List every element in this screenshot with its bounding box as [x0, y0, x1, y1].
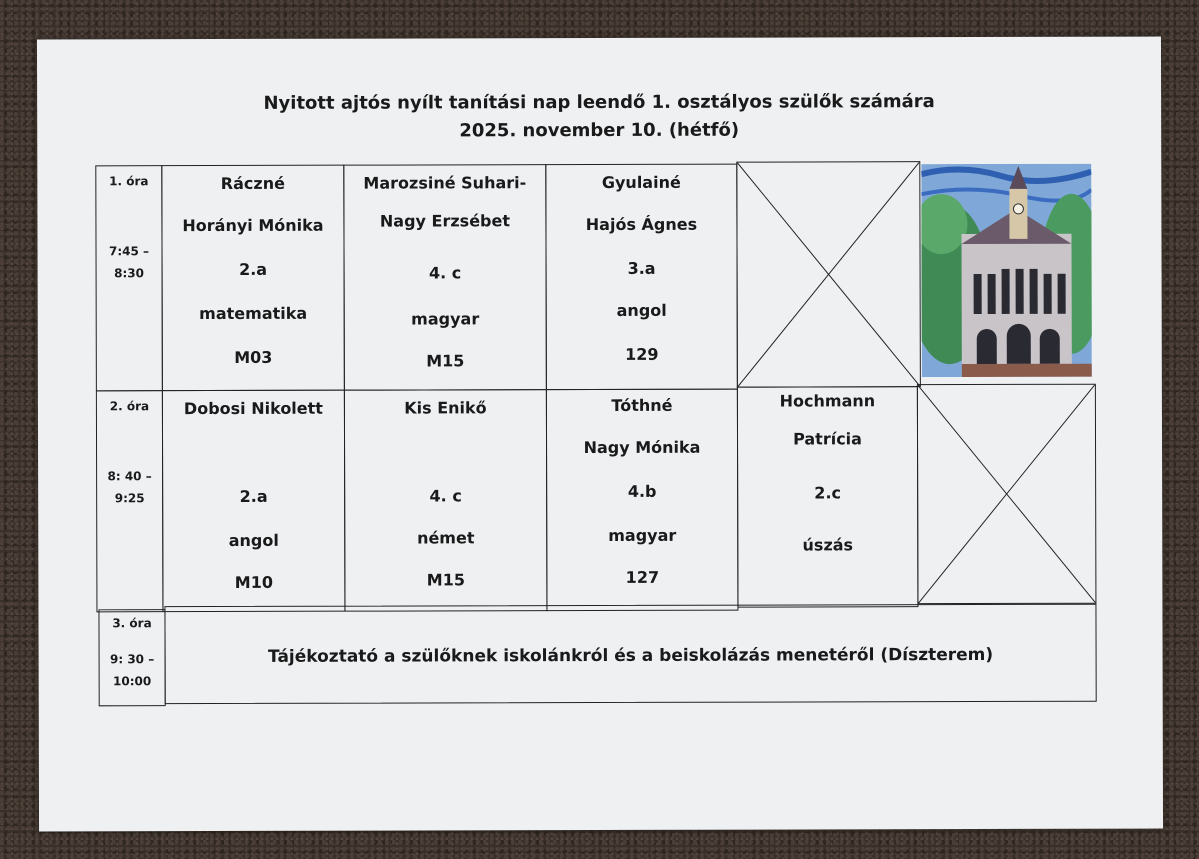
- teacher-name: Horányi Mónika: [182, 215, 324, 236]
- teacher-name: Ráczné: [220, 173, 285, 193]
- empty-crossed-cell: [736, 161, 921, 387]
- period-1-cell: [95, 165, 163, 391]
- subject: magyar: [608, 525, 677, 545]
- subject: angol: [228, 530, 279, 550]
- teacher-name: Gyulainé: [601, 172, 681, 192]
- cross-lines: [737, 162, 920, 386]
- class-name: 2.c: [814, 483, 842, 503]
- lesson-cell: [161, 165, 345, 391]
- teacher-name: Tóthné: [611, 395, 673, 415]
- teacher-name: Nagy Erzsébet: [379, 211, 511, 231]
- period-time-start: 8: 40 –: [107, 469, 152, 484]
- school-building-drawing: [921, 164, 1092, 377]
- teacher-name: Kis Enikő: [404, 398, 487, 418]
- room: M15: [426, 351, 465, 371]
- period-label: 2. óra: [109, 399, 150, 414]
- room: M10: [234, 572, 274, 592]
- page-title: Nyitott ajtós nyílt tanítási nap leendő 1. osztályos szülők számára: [263, 91, 935, 114]
- lesson-cell: [546, 389, 739, 612]
- subject: magyar: [411, 309, 480, 329]
- cross-lines: [918, 385, 1096, 603]
- period-time-end: 10:00: [113, 674, 152, 689]
- period-label: 1. óra: [109, 174, 149, 189]
- subject: matematika: [199, 303, 308, 324]
- lesson-cell: [344, 389, 548, 612]
- lesson-cell: [162, 390, 346, 612]
- teacher-name: Patrícia: [793, 429, 862, 449]
- subject: angol: [616, 300, 667, 320]
- class-name: 3.a: [627, 258, 656, 278]
- info-session-cell: [164, 604, 1096, 704]
- printed-sheet: [37, 37, 1163, 832]
- teacher-name: Dobosi Nikolett: [183, 398, 323, 419]
- period-time-end: 9:25: [114, 491, 145, 506]
- period-time-end: 8:30: [114, 266, 145, 281]
- page-date: 2025. november 10. (hétfő): [459, 119, 740, 142]
- subject: német: [417, 528, 475, 548]
- teacher-name: Marozsiné Suhari-: [363, 173, 527, 193]
- class-name: 2.a: [239, 486, 268, 506]
- period-time-start: 9: 30 –: [109, 652, 155, 667]
- class-name: 4. c: [429, 486, 462, 506]
- class-name: 4.b: [627, 481, 657, 501]
- room: 127: [625, 567, 660, 587]
- class-name: 2.a: [239, 259, 268, 279]
- room: M03: [234, 347, 273, 367]
- lesson-cell: [545, 164, 738, 391]
- period-label: 3. óra: [112, 616, 152, 631]
- info-session-text: Tájékoztató a szülőknek iskolánkról és a beiskolázás menetéről (Díszterem): [268, 644, 994, 667]
- room: 129: [625, 344, 659, 364]
- subject: úszás: [802, 535, 854, 555]
- lesson-cell: [343, 164, 547, 391]
- period-time-start: 7:45 –: [108, 244, 150, 259]
- empty-crossed-cell: [917, 384, 1097, 604]
- lesson-cell: [737, 386, 919, 607]
- period-2-cell: [96, 390, 164, 612]
- teacher-name: Nagy Mónika: [583, 437, 701, 458]
- room: M15: [426, 570, 465, 590]
- class-name: 4. c: [428, 263, 462, 283]
- teacher-name: Hajós Ágnes: [585, 214, 698, 235]
- period-3-cell: [98, 609, 165, 706]
- teacher-name: Hochmann: [779, 391, 876, 411]
